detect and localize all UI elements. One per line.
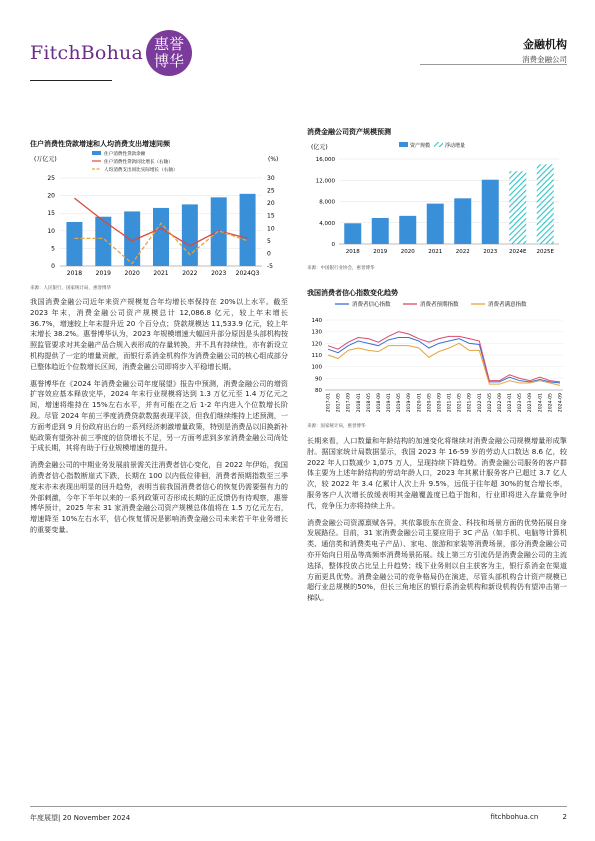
x-tick-label: 2019 (95, 270, 111, 277)
chart2-title: 消费金融公司资产规模预测 (307, 128, 391, 136)
x-tick-label: 2019-05 (397, 393, 403, 413)
footer-right (468, 813, 567, 821)
x-tick-label: 2017-09 (346, 393, 352, 413)
legend-swatch (92, 151, 101, 155)
x-tick-label: 2018-09 (376, 393, 382, 413)
x-tick-label: 2021-05 (457, 393, 463, 413)
y-tick-label: 120 (311, 341, 322, 348)
y-tick-label: 15 (47, 210, 55, 218)
chart1-source: 来源：人民银行，国家统计局，惠誉博华 (30, 286, 111, 291)
footer-url[interactable]: fitchbohua.cn (490, 813, 539, 821)
x-tick-label: 2018-01 (356, 393, 362, 413)
chart1-right-unit: (%) (268, 156, 279, 163)
paragraph: 我国消费金融公司近年来资产规模复合年均增长率保持在 20%以上水平。截至 2023 年末，消费金融公司资产规模总计 12,086.8 亿元，较上年末增长 36.7%，增速较上年末提升近 20 个百分点；贷款规模达 11,533.9 亿元，较上年末增长 38.2%。惠誉博华认为，2023 年规模增速大幅回升部分原因是头部机构按照监管要求对其金融产品合规入表形成的存量转换，并不具有持续性，亦有新设立机构提供了一定的增量贡献，而银行系消金机构作为消费金融公司的核心组成部分已整体趋近个位数增长区间，消费金融公司即将步入平稳增长期。 (30, 297, 288, 371)
bar (66, 222, 82, 266)
y-tick-label: 8,000 (319, 199, 335, 206)
left-column-text (30, 297, 288, 542)
section-header (522, 36, 567, 65)
series-line-2 (328, 343, 560, 385)
footer-rule (30, 806, 567, 807)
paragraph: 惠誉博华在《2024 年消费金融公司年度展望》报告中预测，消费金融公司的增资扩容效应基本释放完毕，2024 年末行业规模将达到 1.3 万亿元至 1.4 万亿元之间，增速将维持在 15%左右水平，并有可能在之后 1-2 年内进入个位数增长阶段。尽管 2024 年前三季度消费贷款数据表现平淡，但我们继续维持上述预测，一方面考虑到 9 月份政府出台的一系列经济刺激增量政策，特别是消费品以旧换新补贴政策有望弥补前三季度的信贷增长不足，另一方面考虑到多家消费金融公司尚处于成长期，其将有助于行业规模增速的提升。 (30, 378, 288, 453)
logo-seal (146, 30, 192, 76)
y-tick-label: 140 (311, 318, 322, 324)
bar (399, 216, 416, 244)
y2-tick-label: 25 (267, 187, 275, 195)
chart2-unit: (亿元) (311, 144, 328, 151)
x-tick-label: 2024-01 (538, 393, 544, 413)
x-tick-label: 2020-01 (417, 393, 423, 413)
x-tick-label: 2018 (345, 249, 360, 255)
x-tick-label: 2021-01 (447, 393, 453, 413)
legend-label: 人均消费支出同比实际增长（右轴） (104, 168, 178, 173)
y2-tick-label: 15 (267, 212, 275, 220)
x-tick-label: 2018 (66, 270, 83, 277)
x-tick-label: 2019 (373, 249, 388, 255)
paragraph: 消费金融公司资源禀赋各异，其依靠股东在资金、科技和场景方面的优势拓展自身发展路径。目前，31 家消费金融公司主要应用于 3C 产品（如手机、电脑等计算机类、通信类和消费类电子产品）、家电、旅游和家装等消费场景，部分消费金融公司亦开始向日用品等高频率消费场景拓展。线上第三方引流仍是消费金融公司的主流选择，整体投放占比呈上升趋势；线下业务则以自主获客为主，银行系消金在渠道方面更具优势。消费金融公司的竞争格局仍在演进，尽管头部机构合计资产规模已超行业总规模的50%，但长三角地区的银行系消金机构和新设机构仍有望冲击第一梯队。 (307, 517, 567, 603)
chart2-source: 来源：中国银行业协会，惠誉博华 (307, 266, 375, 271)
x-tick-label: 2017-01 (326, 393, 332, 413)
x-tick-label: 2020-05 (427, 393, 433, 413)
y2-tick-label: 10 (267, 225, 275, 233)
x-tick-label: 2024Q3 (235, 270, 260, 277)
x-tick-label: 2024-05 (548, 393, 554, 413)
y-tick-label: 4,000 (319, 220, 335, 227)
y-tick-label: 0 (51, 263, 55, 270)
x-tick-label: 2024E (509, 249, 527, 255)
y2-tick-label: -5 (267, 263, 273, 270)
legend-label: 住户消费性贷款余额 (104, 152, 146, 157)
x-tick-label: 2022-01 (477, 393, 483, 413)
legend-label: 消费者满意指数 (488, 302, 527, 308)
y2-tick-label: 20 (267, 200, 275, 208)
section-subtitle: 消费金融公司 (522, 55, 567, 64)
y-tick-label: 5 (51, 245, 55, 253)
x-tick-label: 2023 (483, 249, 498, 255)
page-number: 2 (562, 813, 567, 821)
x-tick-label: 2020 (124, 270, 140, 277)
x-tick-label: 2025E (536, 249, 554, 255)
y-tick-label: 110 (311, 353, 322, 359)
y-tick-label: 0 (331, 242, 335, 248)
legend-swatch (399, 142, 408, 147)
seal-line2: 博华 (153, 52, 184, 70)
chart2-bar-chart (307, 137, 567, 262)
y-tick-label: 100 (311, 364, 322, 371)
y-tick-label: 130 (311, 329, 322, 336)
chart1-title: 住户消费性贷款增速和人均消费支出增速同频 (30, 140, 170, 148)
bar (344, 223, 361, 244)
x-tick-label: 2023-01 (508, 393, 514, 413)
header-rule (420, 64, 567, 65)
paragraph: 长期来看，人口数量和年龄结构的加速变化将继续对消费金融公司规模增量形成掣肘。据国家统计局数据显示，我国 2023 年 16-59 岁的劳动人口数达 8.6 亿，较 2022 年人口数减少 1,075 万人，呈现持续下降趋势。消费金融公司服务的客户群体主要为上述年龄结构的劳动年龄人口，2023 年其累计服务客户已超过 3.7 亿人次，较 2022 年 3.4 亿累计人次上升 9.5%，远低于往年超 30%的复合增长率，服务客户人次增长放缓表明其金融覆盖度已趋于饱和，行业即将进入存量竞争时代，竞争压力亦将持续上升。 (307, 436, 567, 510)
series-line-1 (328, 332, 560, 382)
seal-line1: 惠誉 (153, 35, 184, 53)
x-tick-label: 2021-09 (467, 393, 473, 413)
bar (182, 204, 198, 266)
bar (240, 194, 256, 266)
x-tick-label: 2017-05 (336, 393, 342, 413)
y-tick-label: 80 (315, 388, 322, 394)
forecast-bar (537, 164, 554, 244)
x-tick-label: 2022-09 (497, 393, 503, 413)
brand-logo (30, 30, 192, 76)
legend-label: 住户消费性贷款同比增长（右轴） (104, 160, 173, 165)
y-tick-label: 10 (47, 227, 55, 235)
bar (427, 204, 444, 244)
x-tick-label: 2019-01 (387, 393, 393, 413)
legend-swatch (434, 142, 443, 147)
bar (153, 208, 169, 266)
legend-label: 消费者信心指数 (352, 302, 391, 308)
bar (482, 180, 499, 244)
section-title: 金融机构 (523, 38, 567, 51)
right-column-text (307, 436, 567, 610)
x-tick-label: 2022 (455, 249, 470, 255)
chart3-source: 来源：国家统计局，惠誉博华 (307, 424, 366, 429)
y-tick-label: 16,000 (315, 157, 335, 163)
x-tick-label: 2023-09 (528, 393, 534, 413)
chart3-title: 我国消费者信心指数变化趋势 (307, 289, 398, 297)
y2-tick-label: 5 (267, 237, 271, 245)
x-tick-label: 2022 (182, 270, 198, 277)
chart3-line-chart (307, 298, 567, 430)
legend-label: 消费者预期指数 (420, 302, 459, 308)
y2-tick-label: 0 (267, 250, 271, 258)
y-tick-label: 90 (315, 376, 322, 383)
legend-label: 浮动增量 (445, 143, 466, 149)
y-tick-label: 12,000 (315, 178, 335, 185)
forecast-bar (509, 171, 526, 244)
logo-rule (30, 80, 112, 81)
y-tick-label: 25 (47, 175, 55, 182)
x-tick-label: 2021 (153, 270, 169, 277)
x-tick-label: 2023-05 (518, 393, 524, 413)
chart1-left-unit: (万亿元) (34, 156, 57, 163)
chart1-combo-chart (30, 148, 295, 283)
logo-text: FitchBohua (30, 42, 143, 64)
x-tick-label: 2018-05 (366, 393, 372, 413)
footer-report-info: 年度展望| 20 November 2024 (30, 814, 131, 822)
x-tick-label: 2022-05 (487, 393, 493, 413)
x-tick-label: 2019-09 (407, 393, 413, 413)
x-tick-label: 2020-09 (437, 393, 443, 413)
bar (454, 198, 471, 244)
paragraph: 消费金融公司的中期业务发展前景需关注消费者信心变化，自 2022 年伊始，我国消费者信心指数断崖式下跌，长期在 100 以内低位徘徊，消费者预期指数至三季度末亦未表现出明显的回升趋势，表明当前我国消费者信心的恢复仍需要强有力的外部刺激，今年下半年以来的一系列政策可否形成长期的正反馈仍有待观察，惠誉博华预计，2025 年末 31 家消费金融公司资产规模总体值将在 1.5 万亿元左右，增速降至 10%左右水平，信心恢复情况是影响消费金融公司未来若干年业务增长的重要变量。 (30, 460, 288, 534)
x-tick-label: 2024-09 (558, 393, 564, 413)
legend-label: 资产规模 (410, 143, 431, 149)
series-line-0 (328, 338, 560, 384)
bar (372, 218, 389, 244)
y-tick-label: 20 (47, 192, 55, 200)
x-tick-label: 2020 (400, 249, 415, 255)
x-tick-label: 2021 (428, 249, 443, 255)
y2-tick-label: 30 (267, 175, 275, 182)
x-tick-label: 2023 (211, 270, 227, 277)
